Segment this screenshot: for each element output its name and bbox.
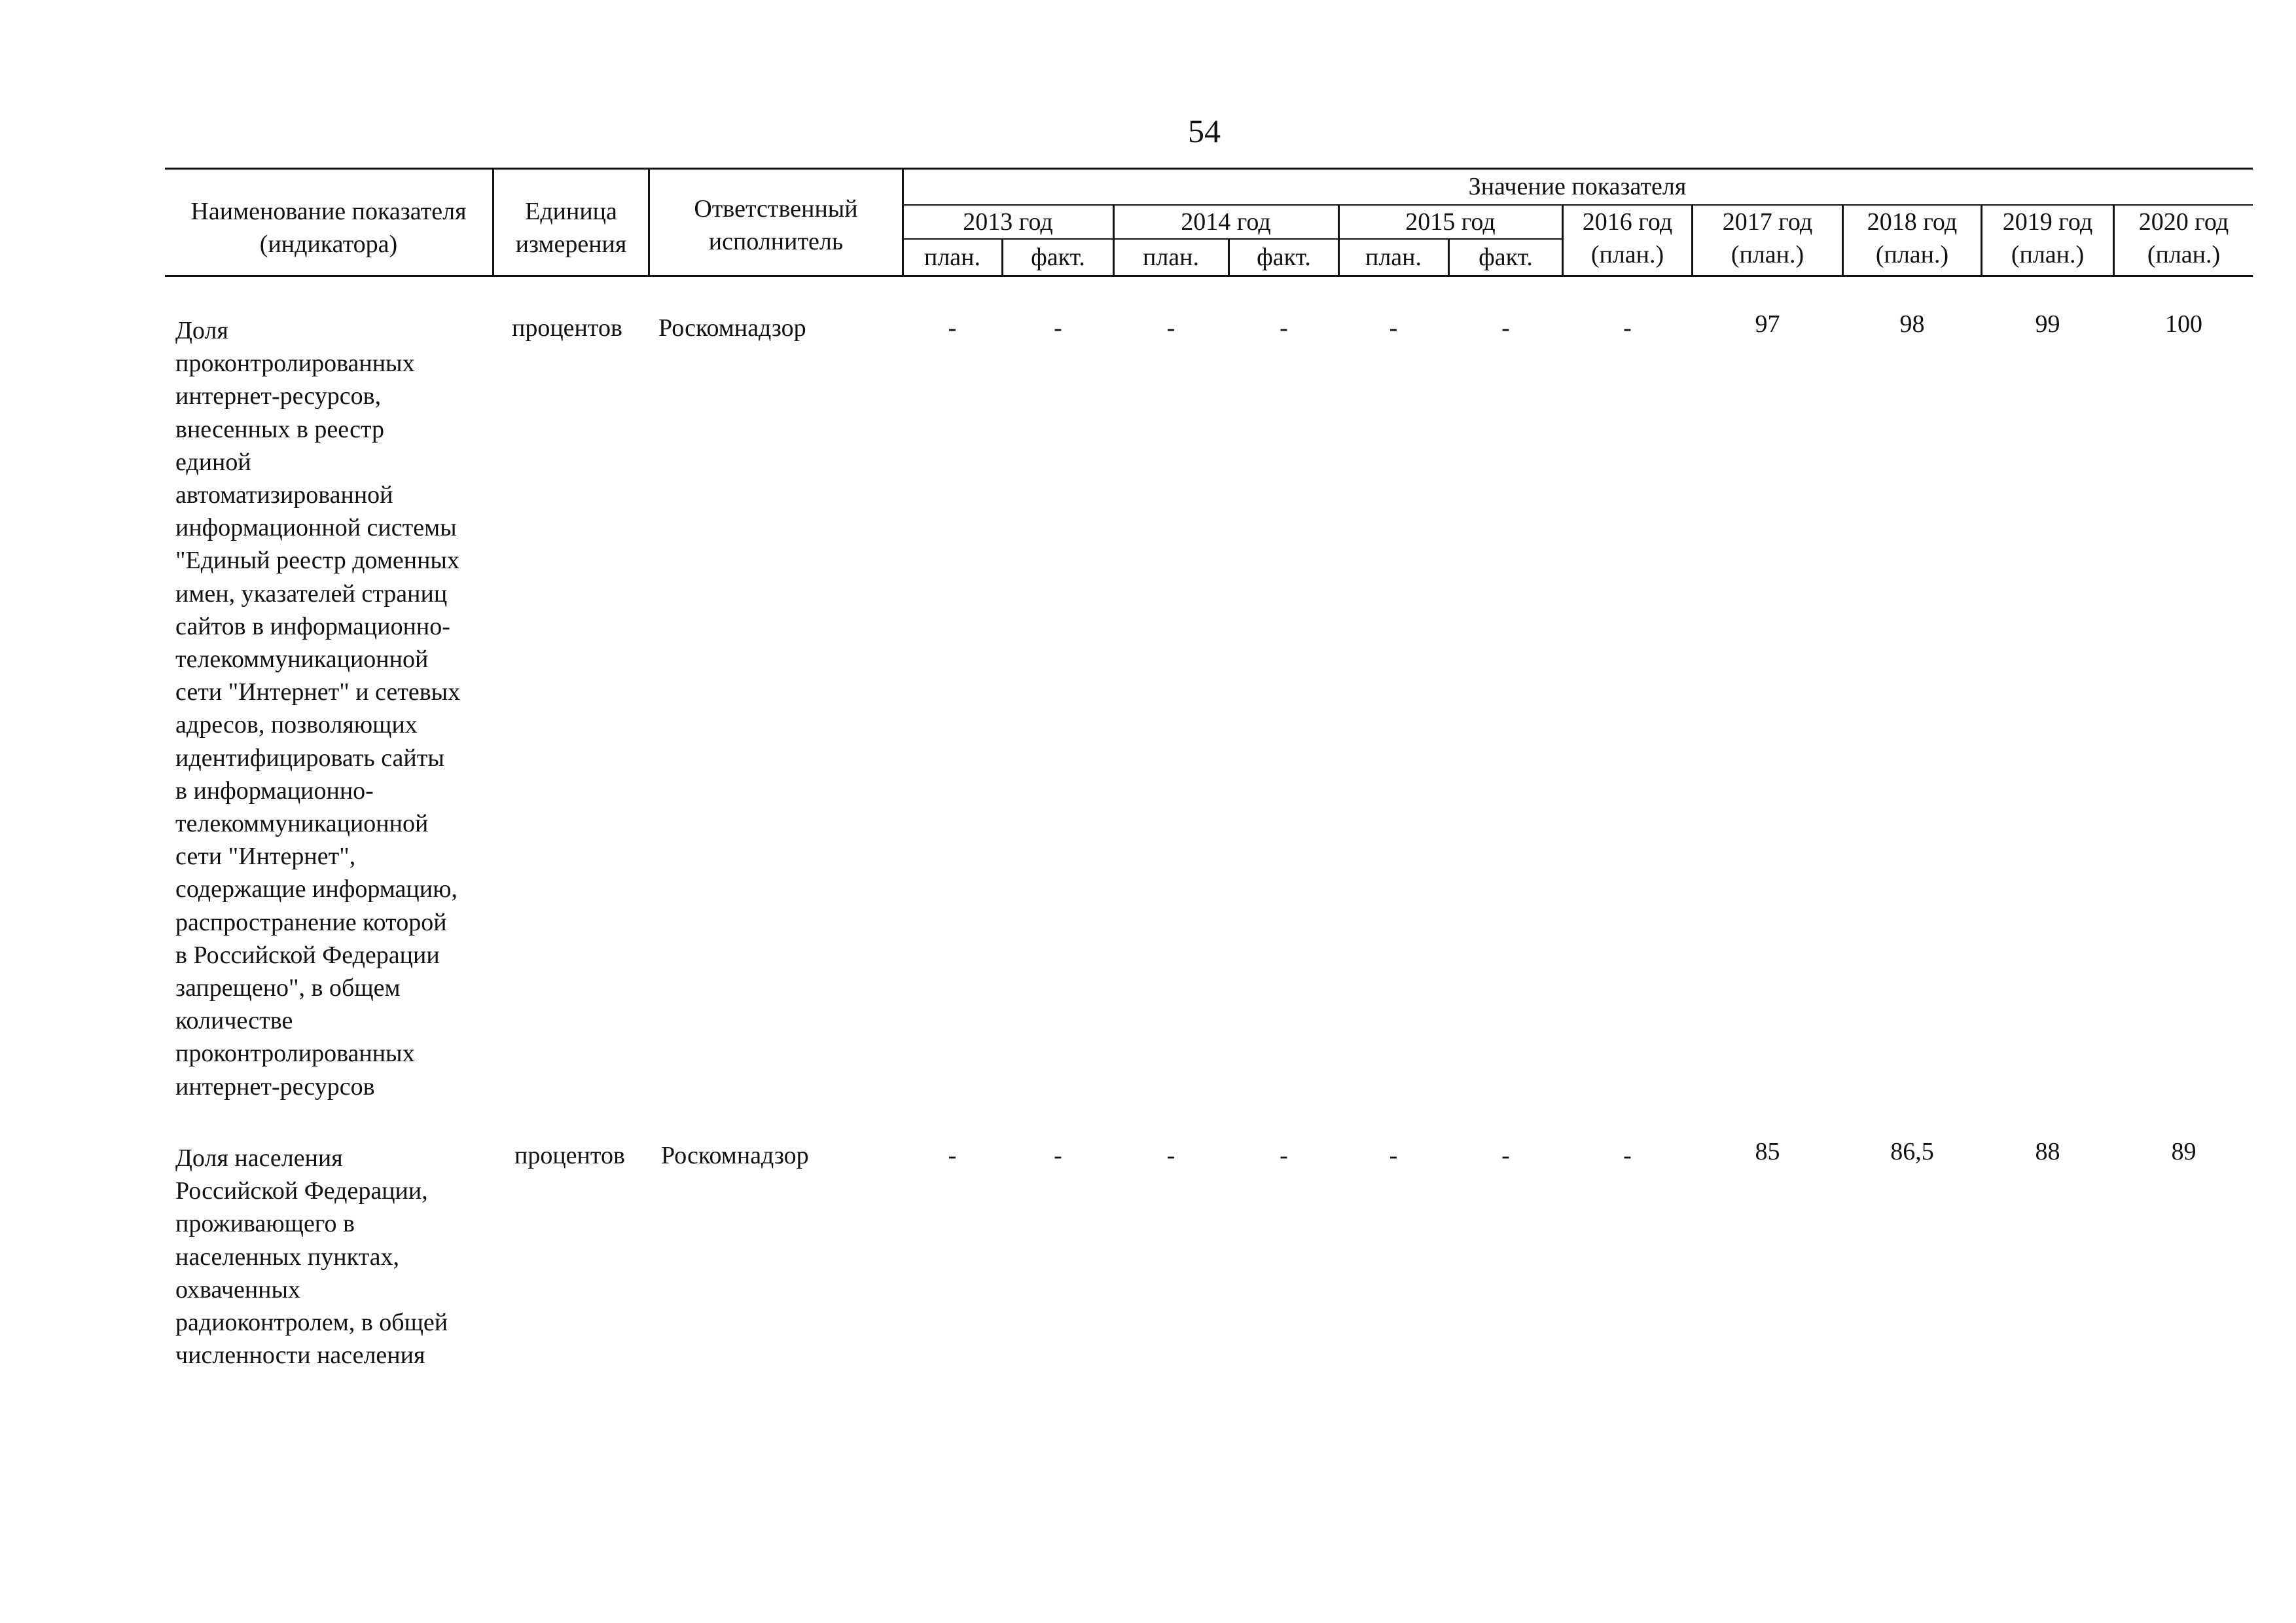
page-number: 54 [1188,113,1221,149]
header-sub-plan: план. [1365,244,1422,271]
header-year-2014: 2014 год [1181,208,1271,236]
header-value-group: Значение показателя [1468,173,1687,200]
row-1-value-2017: 97 [1755,310,1780,338]
row-1-responsible: Роскомнадзор [658,314,806,342]
row-1-value-2015-fact: - [1501,314,1510,342]
row-2-value-2016: - [1623,1142,1632,1169]
header-plan-year-2019: 2019 год (план.) [2002,208,2093,268]
header-responsible-col: Ответственный исполнитель [694,195,858,255]
header-sub-plan: план. [924,244,980,271]
row-1-value-2020: 100 [2165,310,2202,338]
row-1-value-2013-plan: - [948,314,957,342]
table-top-rule [165,168,2253,170]
table-header-bottom-rule [165,275,2253,277]
row-1-value-2019: 99 [2035,310,2060,338]
row-2-value-2014-plan: - [1166,1142,1175,1169]
header-unit-col: Единица измерения [515,198,627,258]
row-2-value-2013-plan: - [948,1142,957,1169]
header-plan-year-2018: 2018 год (план.) [1867,208,1958,268]
header-plan-year-2020: 2020 год (план.) [2138,208,2229,268]
header-sub-fact: факт. [1257,244,1311,271]
header-name-col: Наименование показателя (индикатора) [190,198,467,258]
row-1-value-2015-plan: - [1389,314,1398,342]
header-plan-year-2017: 2017 год (план.) [1722,208,1813,268]
row-2-value-2013-fact: - [1054,1142,1062,1169]
header-plan-year-2016: 2016 год (план.) [1582,208,1673,268]
header-year-2013: 2013 год [963,208,1053,236]
row-2-indicator-name: Доля населения Российской Федерации, проживающего в населенных пунктах, охваченных радиоконтролем, в общей численности населения [175,1144,448,1370]
row-1-value-2014-plan: - [1166,314,1175,342]
row-2-value-2014-fact: - [1280,1142,1288,1169]
row-2-value-2019: 88 [2035,1138,2060,1165]
row-2-value-2018: 86,5 [1890,1138,1934,1165]
row-2-value-2017: 85 [1755,1138,1780,1165]
header-sub-plan: план. [1142,244,1199,271]
header-sub-fact: факт. [1479,244,1533,271]
row-1-value-2014-fact: - [1280,314,1288,342]
row-2-unit: процентов [514,1142,625,1169]
row-1-value-2016: - [1623,314,1632,342]
row-1-value-2013-fact: - [1054,314,1062,342]
row-1-unit: процентов [512,314,622,342]
header-sub-fact: факт. [1031,244,1085,271]
row-2-value-2015-plan: - [1389,1142,1398,1169]
row-1-value-2018: 98 [1899,310,1925,338]
row-2-value-2020: 89 [2171,1138,2197,1165]
row-2-responsible: Роскомнадзор [661,1142,809,1169]
row-1-indicator-name: Доля проконтролированных интернет-ресурсов, внесенных в реестр единой автоматизированной информационной системы "Единый реестр доменных имен, указателей страниц сайтов в информационно- телекоммуникационной сети "Интернет" и сетевых адресов, позволяющих идентифицировать сайты в информационно- телекоммуникационной сети "Интернет", содержащие информацию, распространение которой в Российской Федерации запрещено", в общем количестве проконтролированных интернет-ресурсов [175,317,461,1101]
row-2-value-2015-fact: - [1501,1142,1510,1169]
header-year-2015: 2015 год [1405,208,1496,236]
